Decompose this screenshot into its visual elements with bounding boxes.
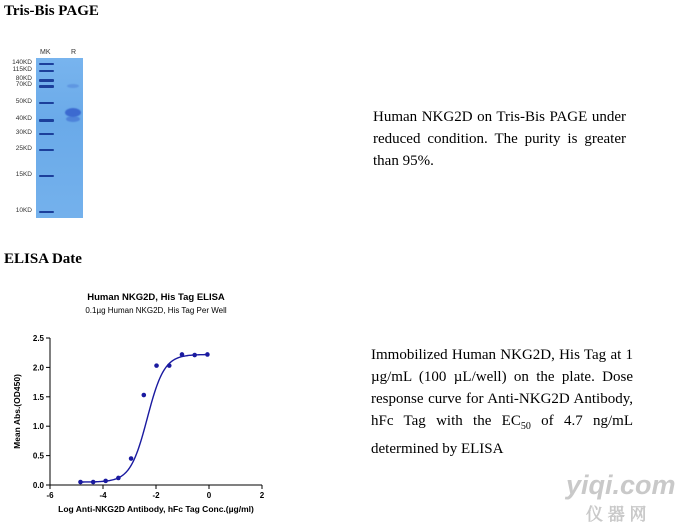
mw-label: 70KD — [15, 81, 32, 88]
data-point — [167, 363, 172, 368]
mw-label: 25KD — [15, 145, 32, 152]
data-point — [154, 363, 159, 368]
mw-label: 80KD — [15, 75, 32, 82]
lane-label-mk: MK — [40, 49, 51, 56]
marker-band — [39, 119, 54, 122]
desc-line: Antibody, hFc Tag with the EC — [371, 391, 633, 429]
data-point — [91, 480, 96, 485]
mw-label: 10KD — [15, 207, 32, 214]
y-tick-label: 1.5 — [32, 392, 44, 402]
desc-line: at 1 µg/mL (100 µL/well) on the plate. — [371, 347, 634, 385]
marker-band — [39, 70, 54, 72]
watermark-logo: yiqi.com — [566, 470, 676, 500]
section-heading-page: Tris-Bis PAGE — [4, 3, 99, 19]
data-point — [78, 480, 83, 485]
desc-line: of 4.7 — [530, 413, 583, 429]
marker-band — [39, 175, 54, 177]
y-axis-label: Mean Abs.(OD450) — [12, 374, 22, 449]
x-axis-label: Log Anti-NKG2D Antibody, hFc Tag Conc.(µg/ml) — [58, 504, 254, 514]
data-point — [116, 476, 121, 481]
marker-band — [39, 102, 54, 104]
data-point — [142, 393, 147, 398]
desc-line: ng/mL determined by ELISA — [371, 413, 633, 457]
x-tick-label: -6 — [46, 491, 54, 500]
mw-label: 140KD — [12, 59, 32, 66]
marker-band — [39, 63, 54, 65]
data-point — [192, 353, 197, 358]
data-point — [180, 352, 185, 357]
mw-label: 30KD — [15, 129, 32, 136]
desc-line: Immobilized Human NKG2D, His Tag — [371, 347, 607, 363]
mw-label: 115KD — [12, 66, 32, 73]
sample-band — [66, 116, 80, 122]
marker-band — [39, 85, 54, 88]
desc-line: Dose response curve for Anti-NKG2D — [371, 369, 633, 407]
mw-label: 50KD — [15, 98, 32, 105]
data-point — [205, 352, 210, 357]
marker-band — [39, 149, 54, 151]
lane-label-r: R — [71, 49, 77, 56]
data-point — [129, 456, 134, 461]
page-description: Human NKG2D on Tris-Bis PAGE under reduced condition. The purity is greater than 95%. — [373, 109, 626, 169]
y-tick-label: 1.0 — [32, 422, 44, 432]
x-tick-label: -4 — [99, 491, 107, 500]
gel-lane-area — [36, 58, 83, 218]
x-tick-label: 0 — [206, 491, 212, 500]
mw-label: 40KD — [15, 115, 32, 122]
section-heading-elisa: ELISA Date — [4, 251, 82, 267]
x-tick-label: 2 — [259, 491, 265, 500]
watermark-logo-cn: 仪 器 网 — [586, 505, 647, 524]
marker-band — [39, 79, 54, 82]
x-tick-label: -2 — [152, 491, 160, 500]
fit-curve — [80, 355, 207, 482]
desc-subscript: 50 — [520, 421, 531, 432]
sample-band-faint — [67, 84, 79, 88]
chart-title: Human NKG2D, His Tag ELISA — [87, 292, 225, 303]
y-tick-label: 0.0 — [32, 481, 44, 490]
y-tick-label: 2.0 — [32, 363, 44, 373]
marker-band — [39, 211, 54, 213]
y-tick-label: 0.5 — [32, 451, 44, 461]
chart-subtitle: 0.1µg Human NKG2D, His Tag Per Well — [85, 306, 227, 315]
elisa-chart — [6, 320, 306, 520]
mw-label: 15KD — [15, 171, 32, 178]
y-tick-label: 2.5 — [32, 334, 44, 343]
elisa-description — [371, 344, 633, 460]
data-point — [103, 479, 108, 484]
marker-band — [39, 133, 54, 135]
